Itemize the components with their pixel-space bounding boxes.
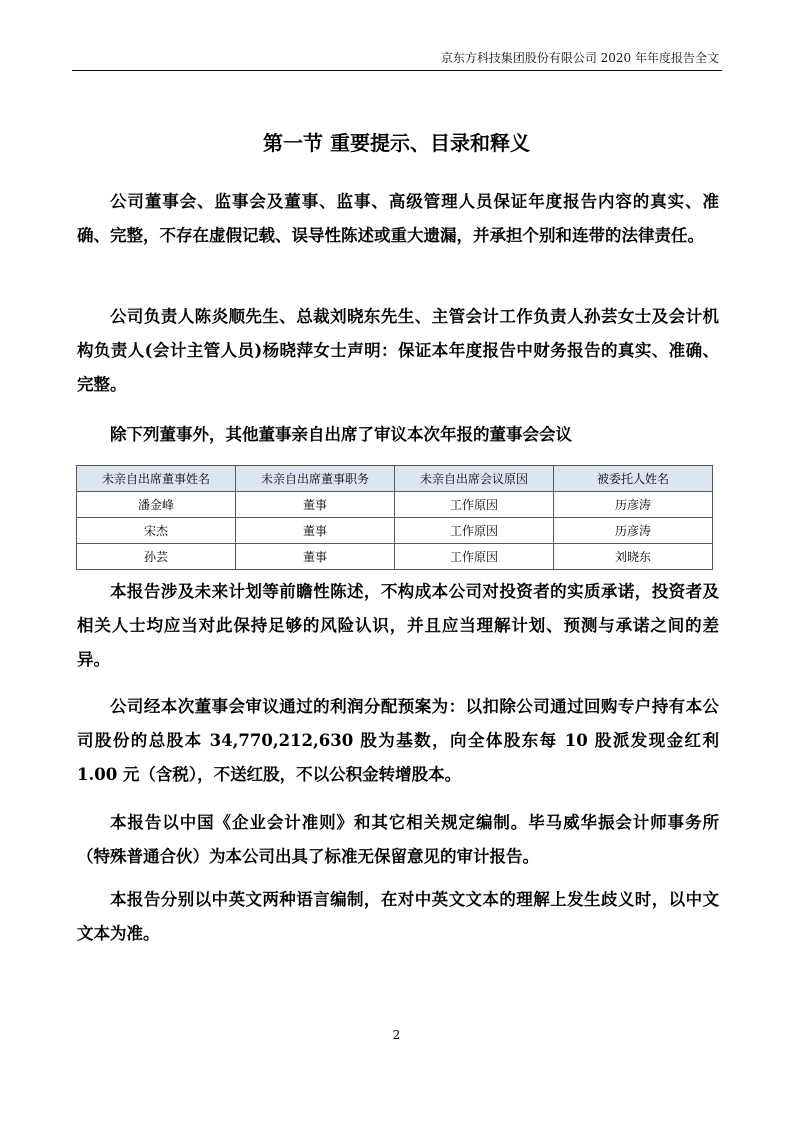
cell-position: 董事: [236, 492, 395, 518]
cell-proxy: 历彦涛: [554, 492, 713, 518]
cell-reason: 工作原因: [395, 492, 554, 518]
header-cell-proxy: 被委托人姓名: [554, 466, 713, 492]
cell-reason: 工作原因: [395, 518, 554, 544]
section-title: 第一节 重要提示、目录和释义: [263, 131, 530, 155]
profit-distribution-paragraph: 公司经本次董事会审议通过的利润分配预案为：以扣除公司通过回购专户持有本公司股份的总股本 34,770,212,630 股为基数，向全体股东每 10 股派发现金红利 1.00 元（含税），不送红股，不以公积金转增股本。: [77, 697, 719, 784]
attendance-intro-paragraph: 除下列董事外，其他董事亲自出席了审议本次年报的董事会会议: [110, 425, 572, 444]
header-cell-position: 未亲自出席董事职务: [236, 466, 395, 492]
header-divider: [72, 70, 722, 71]
table-header-row: [77, 466, 713, 492]
page-number: 2: [392, 1028, 401, 1042]
language-paragraph: 本报告分别以中英文两种语言编制，在对中英文文本的理解上发生歧义时，以中文文本为准。: [77, 890, 719, 943]
report-header-title: 京东方科技集团股份有限公司 2020 年年度报告全文: [440, 51, 719, 65]
cell-position: 董事: [236, 544, 395, 570]
cell-name: 宋杰: [77, 518, 236, 544]
cell-proxy: 历彦涛: [554, 518, 713, 544]
absent-directors-table: [76, 465, 713, 570]
forward-looking-paragraph: 本报告涉及未来计划等前瞻性陈述，不构成本公司对投资者的实质承诺，投资者及相关人士均应当对此保持足够的风险认识，并且应当理解计划、预测与承诺之间的差异。: [77, 582, 719, 669]
cell-position: 董事: [236, 518, 395, 544]
header-cell-reason: 未亲自出席会议原因: [395, 466, 554, 492]
accounting-standard-paragraph: 本报告以中国《企业会计准则》和其它相关规定编制。毕马威华振会计师事务所（特殊普通合伙）为本公司出具了标准无保留意见的审计报告。: [77, 813, 719, 866]
table-row: [77, 518, 713, 544]
cell-reason: 工作原因: [395, 544, 554, 570]
responsibility-paragraph: 公司董事会、监事会及董事、监事、高级管理人员保证年度报告内容的真实、准确、完整，不存在虚假记载、误导性陈述或重大遗漏，并承担个别和连带的法律责任。: [77, 192, 719, 245]
table-row: [77, 544, 713, 570]
cell-name: 孙芸: [77, 544, 236, 570]
table-row: [77, 492, 713, 518]
financial-statement-paragraph: 公司负责人陈炎顺先生、总裁刘晓东先生、主管会计工作负责人孙芸女士及会计机构负责人(会计主管人员)杨晓萍女士声明：保证本年度报告中财务报告的真实、准确、完整。: [77, 307, 719, 394]
header-cell-name: 未亲自出席董事姓名: [77, 466, 236, 492]
cell-proxy: 刘晓东: [554, 544, 713, 570]
cell-name: 潘金峰: [77, 492, 236, 518]
